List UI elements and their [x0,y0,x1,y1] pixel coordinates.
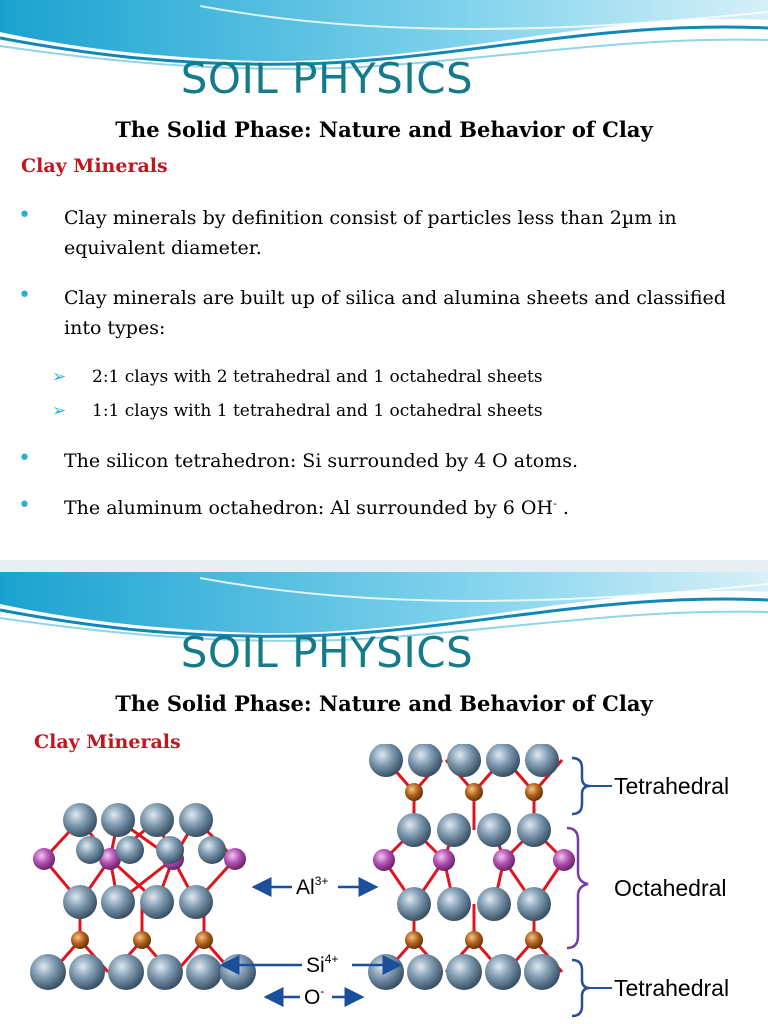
clay-structure-diagram [0,744,768,1024]
sub-bullet-text: 1:1 clays with 1 tetrahedral and 1 octahedral sheets [92,401,543,421]
aluminum-atom [433,849,455,871]
arrow-bullet-icon: ➢ [52,367,67,387]
oxygen-atom [101,885,135,919]
bullet-dot-icon: • [18,493,31,518]
oxygen-atom [76,836,104,864]
section-heading: Clay Minerals [34,731,181,753]
aluminum-atom [224,848,246,870]
ion-label-al: $Al^{3+}$ [296,874,329,899]
oxygen-atom [369,744,403,777]
tetrahedral-bottom-brace [572,960,590,1016]
oxygen-atom [140,885,174,919]
oxygen-atom [179,803,213,837]
oxygen-atom [397,887,431,921]
bullet-dot-icon: • [18,283,31,308]
tetrahedral-top-brace [572,758,590,814]
page-title: SOIL PHYSICS [180,54,474,103]
oxygen-atom [101,803,135,837]
slide-subtitle: The Solid Phase: Nature and Behavior of Clay [115,117,653,142]
ion-label-si: $Si^{4+}$ [306,952,339,977]
oxygen-atom [108,954,144,990]
bullet-text [64,493,748,523]
silicon-atom [465,783,483,801]
oxygen-atom [524,954,560,990]
bullet-item [18,493,748,523]
slide-2 [0,572,768,1024]
sub-bullet-item [52,399,752,423]
sub-bullet-text: 2:1 clays with 2 tetrahedral and 1 octahedral sheets [92,367,543,387]
oxygen-atom [116,836,144,864]
oxygen-atom [446,954,482,990]
octahedral-brace [567,828,588,948]
oxygen-atom [220,954,256,990]
silicon-atom [133,931,151,949]
oxygen-atom [186,954,222,990]
silicon-atom [525,931,543,949]
oxygen-atom [69,954,105,990]
arrow-bullet-icon: ➢ [52,401,67,421]
oxygen-atom [447,744,481,777]
oxygen-atom [437,887,471,921]
oxygen-atom [368,954,404,990]
silicon-atom [525,783,543,801]
oxygen-atom [198,836,226,864]
oxygen-atom [486,744,520,777]
silicon-atom [71,931,89,949]
aluminum-atom [373,849,395,871]
bonds-layer [44,760,564,972]
sub-bullet-item [52,365,752,389]
bullet-item [18,203,748,263]
oxygen-atom [485,954,521,990]
silicon-atom [405,783,423,801]
oxygen-atom [140,803,174,837]
oxygen-atom [517,813,551,847]
silicon-atom [195,931,213,949]
bullet-item [18,446,748,476]
label-tetrahedral-bottom: Tetrahedral [614,975,730,1001]
bullet-text: Clay minerals by definition consist of particles less than 2µm in equivalent diameter. [64,207,677,259]
bullet-text: The silicon tetrahedron: Si surrounded by 4 O atoms. [64,450,578,472]
slide-subtitle: The Solid Phase: Nature and Behavior of Clay [115,691,653,716]
oxygen-atom [156,836,184,864]
charge-superscript: - [553,497,557,510]
label-octahedral: Octahedral [614,875,727,901]
bullet-dot-icon: • [18,203,31,228]
page-title: SOIL PHYSICS [180,628,474,677]
ion-label-o: O- [304,984,325,1009]
atoms-layer [30,744,575,990]
silicon-atom [465,931,483,949]
oxygen-atom [408,744,442,777]
oxygen-atom [477,887,511,921]
bullet-text-main: The aluminum octahedron: Al surrounded by 6 OH [64,497,554,519]
oxygen-atom [179,885,213,919]
oxygen-atom [63,803,97,837]
oxygen-atom [63,885,97,919]
label-tetrahedral-top: Tetrahedral [614,773,730,799]
oxygen-atom [147,954,183,990]
bullet-text: Clay minerals are built up of silica and alumina sheets and classified into types: [64,287,726,339]
aluminum-atom [33,848,55,870]
silicon-atom [405,931,423,949]
section-heading: Clay Minerals [21,155,168,177]
oxygen-atom [437,813,471,847]
bullet-text-end: . [556,497,569,519]
oxygen-atom [407,954,443,990]
oxygen-atom [517,887,551,921]
bullet-dot-icon: • [18,446,31,471]
oxygen-atom [477,813,511,847]
bullet-item [18,283,748,343]
aluminum-atom [493,849,515,871]
aluminum-atom [553,849,575,871]
slide-separator [0,560,768,572]
oxygen-atom [525,744,559,777]
oxygen-atom [30,954,66,990]
oxygen-atom [397,813,431,847]
